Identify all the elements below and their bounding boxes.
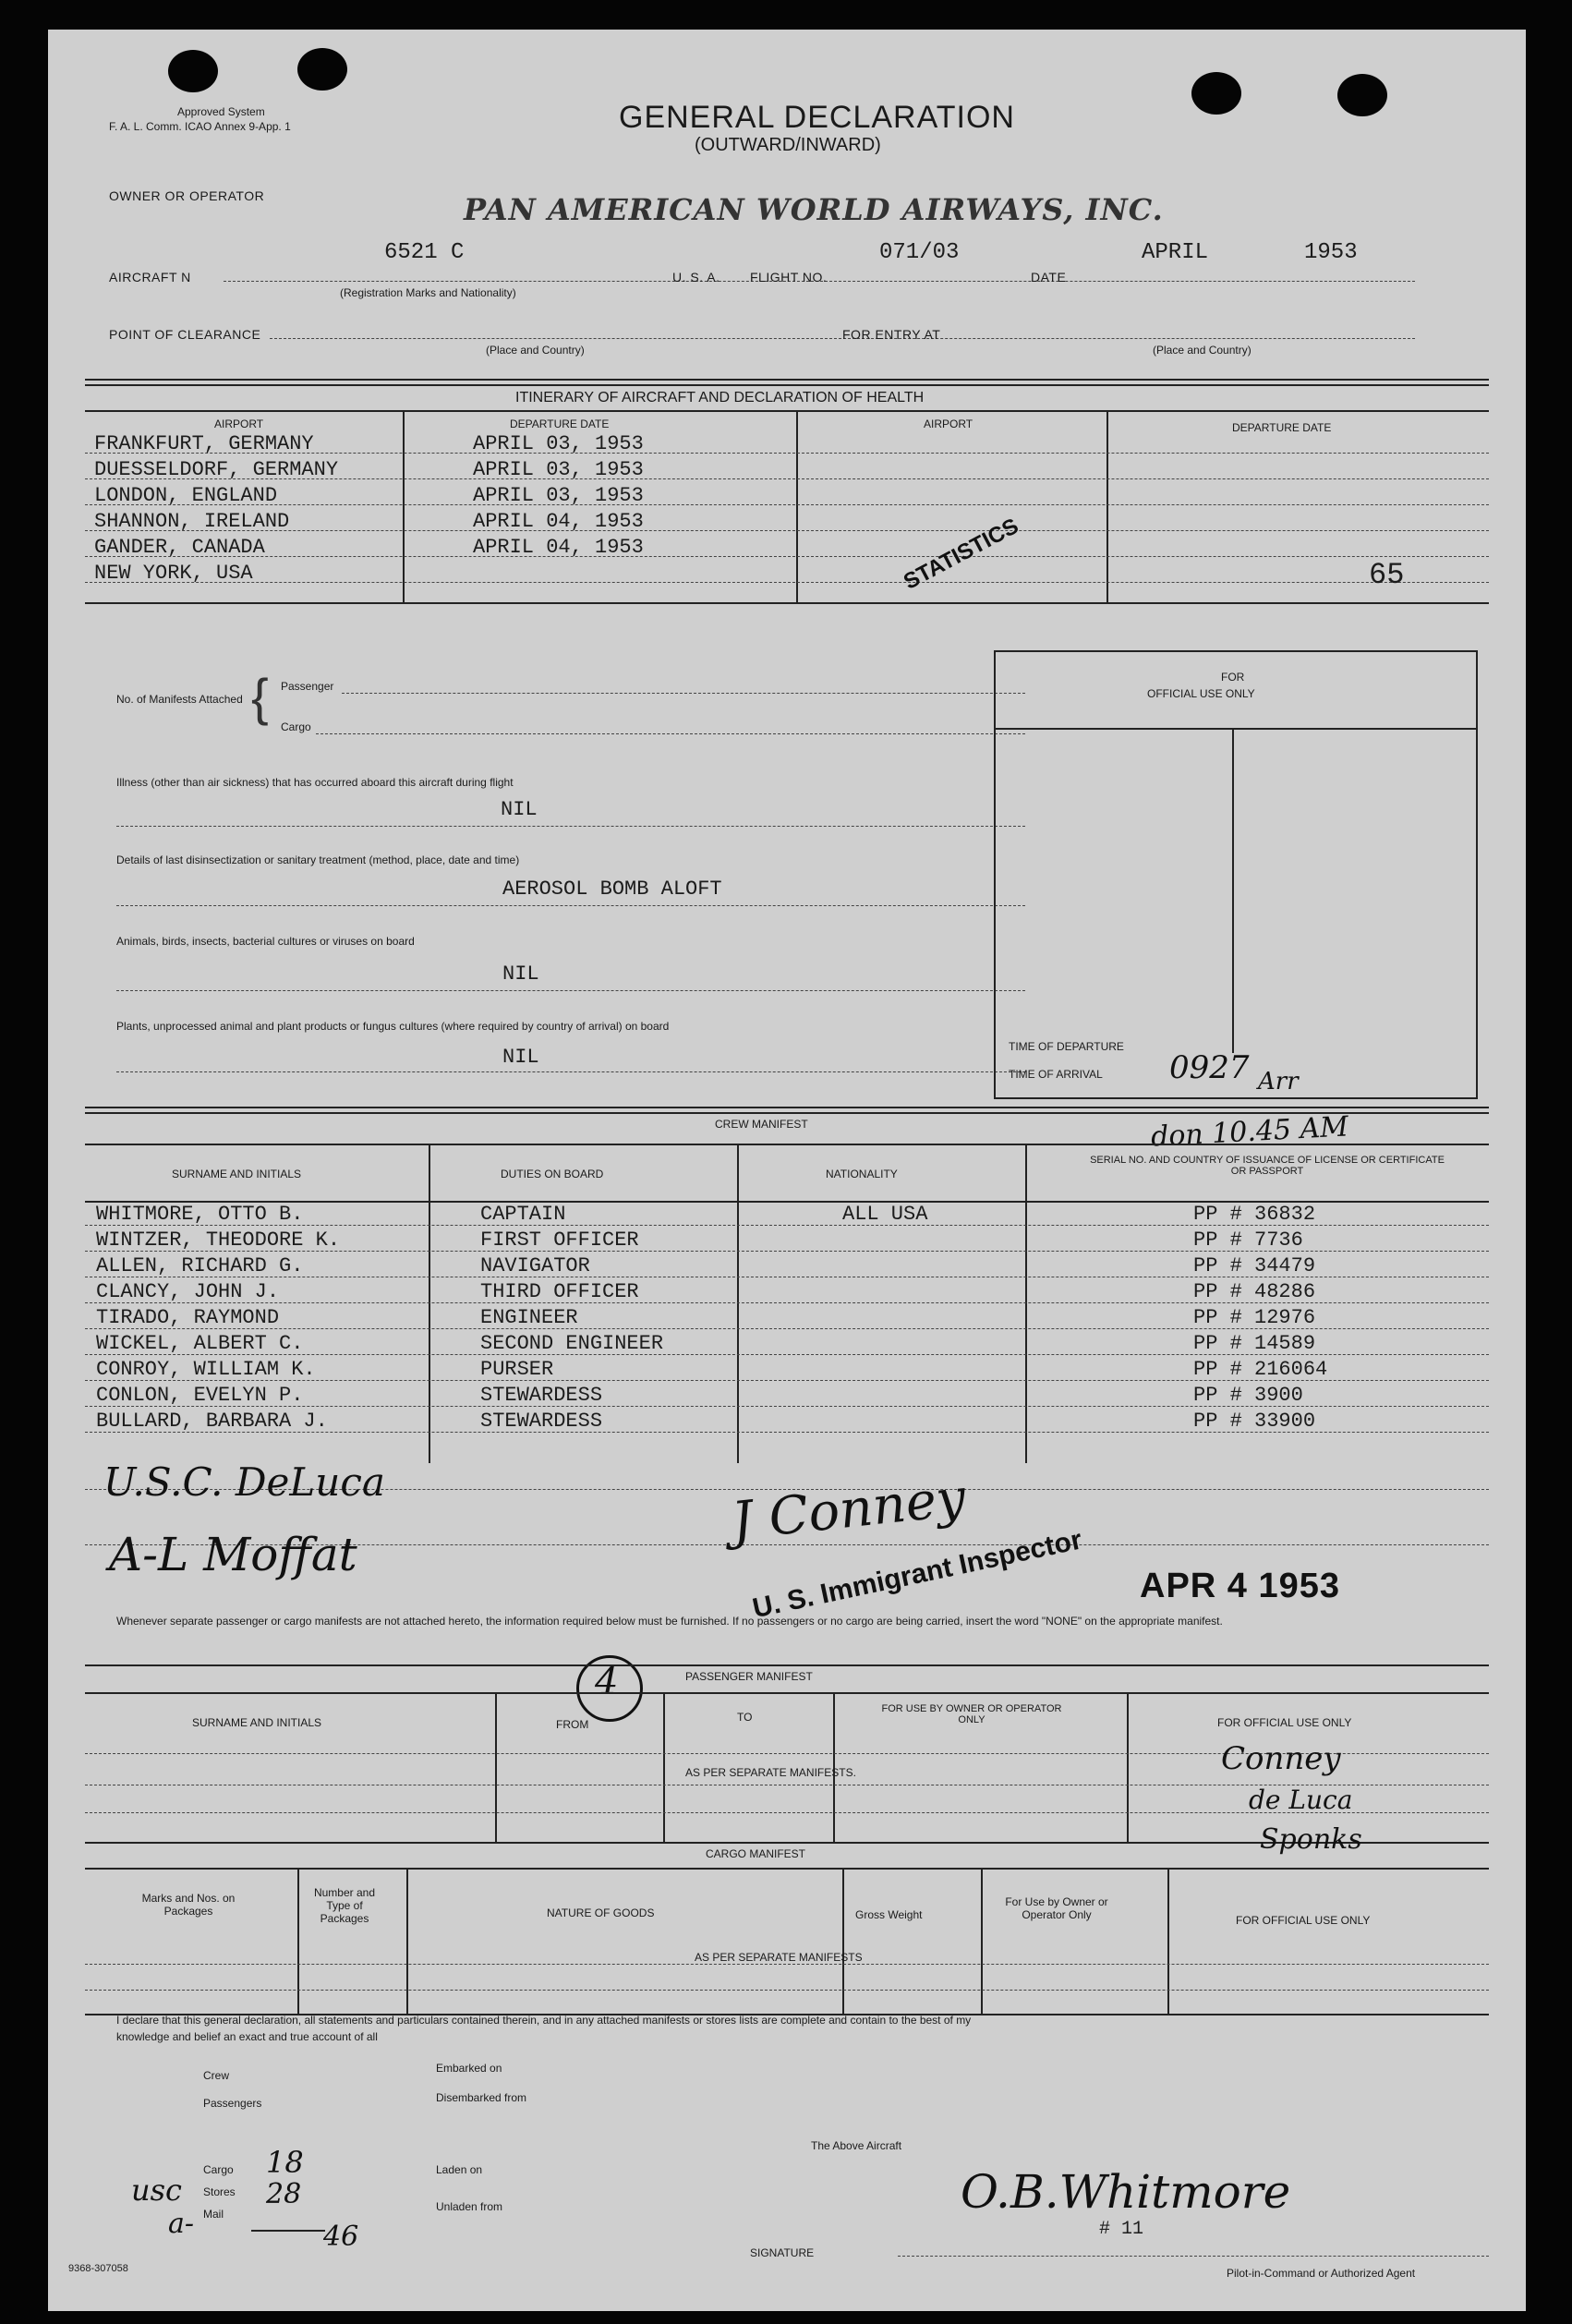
itinerary-airport: GANDER, CANADA (94, 536, 265, 559)
circled-number-value: 4 (595, 1661, 619, 1703)
passenger-title: PASSENGER MANIFEST (685, 1670, 813, 1683)
crew-duty: ENGINEER (480, 1306, 578, 1329)
crew-name: CONROY, WILLIAM K. (96, 1358, 316, 1381)
itinerary-date: APRIL 03, 1953 (473, 484, 644, 507)
animals-label: Animals, birds, insects, bacterial cultures or viruses on board (116, 935, 415, 948)
usa-label: U. S. A. (672, 270, 720, 284)
arrival-time-handwritten: 0927 (1169, 1049, 1250, 1086)
crew-duty: FIRST OFFICER (480, 1229, 639, 1252)
crew-name: CLANCY, JOHN J. (96, 1280, 280, 1303)
cargo-manifest-label: Cargo (281, 720, 311, 733)
passenger-header-official: FOR OFFICIAL USE ONLY (1217, 1716, 1352, 1729)
declaration-text-2: knowledge and belief an exact and true account of all (116, 2030, 378, 2043)
handwritten-usc-total: usc (131, 2173, 182, 2208)
handwritten-a: a- (168, 2208, 195, 2240)
unladen-label: Unladen from (436, 2200, 503, 2213)
passenger-separate: AS PER SEPARATE MANIFESTS. (685, 1766, 856, 1779)
crew-name: WICKEL, ALBERT C. (96, 1332, 304, 1355)
crew-duty: SECOND ENGINEER (480, 1332, 664, 1355)
flight-label: FLIGHT NO. (750, 270, 828, 284)
signature-number: # 11 (1099, 2219, 1144, 2240)
itinerary-airport: DUESSELDORF, GERMANY (94, 458, 339, 481)
crew-nationality: ALL USA (842, 1203, 928, 1226)
arrival-time-label: TIME OF ARRIVAL (1009, 1068, 1103, 1081)
handwritten-46: 46 (323, 2221, 359, 2253)
crew-header-nationality: NATIONALITY (826, 1168, 898, 1180)
plants-value: NIL (502, 1046, 539, 1069)
crew-passport: PP # 36832 (1193, 1203, 1316, 1226)
crew-header-name: SURNAME AND INITIALS (172, 1168, 302, 1180)
separate-manifest-note: Whenever separate passenger or cargo manifests are not attached hereto, the information required below must be furnished. If no passengers or no cargo are being carried, insert the word "NONE" on the appropriate manifest. (116, 1615, 1223, 1628)
itinerary-date: APRIL 03, 1953 (473, 432, 644, 455)
handwritten-deluca: de Luca (1249, 1785, 1353, 1815)
departure-time-label: TIME OF DEPARTURE (1009, 1040, 1124, 1053)
stores-count-label: Stores (203, 2185, 236, 2198)
form-title: GENERAL DECLARATION (619, 100, 1015, 135)
itinerary-airport: FRANKFURT, GERMANY (94, 432, 314, 455)
official-title-2: OFFICIAL USE ONLY (1147, 687, 1255, 700)
crew-header-duties: DUTIES ON BOARD (501, 1168, 604, 1180)
manifests-label: No. of Manifests Attached (116, 693, 243, 706)
crew-name: ALLEN, RICHARD G. (96, 1254, 304, 1277)
embarked-label: Embarked on (436, 2062, 502, 2075)
form-subtitle: (OUTWARD/INWARD) (695, 135, 881, 155)
itinerary-number: 65 (1369, 558, 1405, 592)
passenger-header-name: SURNAME AND INITIALS (192, 1716, 322, 1729)
handwritten-agent: A-L Moffat (109, 1528, 357, 1581)
animals-value: NIL (502, 962, 539, 986)
passenger-manifest-label: Passenger (281, 680, 334, 693)
cargo-count-label: Cargo (203, 2163, 234, 2176)
date-label: DATE (1031, 270, 1067, 284)
illness-value: NIL (501, 798, 538, 821)
approved-system: Approved System (177, 105, 265, 118)
crew-header-license: SERIAL NO. AND COUNTRY OF ISSUANCE OF LICENSE OR CERTIFICATE OR PASSPORT (1090, 1155, 1445, 1177)
immigrant-inspector-stamp: U. S. Immigrant Inspector (750, 1524, 1085, 1625)
operator-name: PAN AMERICAN WORLD AIRWAYS, INC. (464, 192, 1164, 227)
place-note-1: (Place and Country) (486, 344, 585, 357)
statistics-stamp: STATISTICS (900, 513, 1023, 595)
itinerary-date: APRIL 03, 1953 (473, 458, 644, 481)
cargo-header-operator: For Use by Owner or Operator Only (1005, 1895, 1108, 1921)
form-number: 9368-307058 (68, 2263, 128, 2274)
disinsect-value: AEROSOL BOMB ALOFT (502, 878, 722, 901)
signature-label: SIGNATURE (750, 2246, 815, 2259)
crew-duty: NAVIGATOR (480, 1254, 590, 1277)
place-note-2: (Place and Country) (1153, 344, 1252, 357)
itinerary-header-date-1: DEPARTURE DATE (510, 418, 610, 430)
crew-passport: PP # 216064 (1193, 1358, 1328, 1381)
handwritten-sponks: Sponks (1260, 1823, 1362, 1856)
crew-passport: PP # 3900 (1193, 1384, 1303, 1407)
flight-number: 071/03 (879, 240, 960, 265)
declaration-form (48, 30, 1526, 2311)
brace-icon: { (251, 668, 269, 726)
crew-name: TIRADO, RAYMOND (96, 1306, 280, 1329)
cargo-title: CARGO MANIFEST (706, 1847, 806, 1860)
cargo-header-number: Number and Type of Packages (313, 1886, 376, 1925)
passengers-count-label: Passengers (203, 2097, 262, 2110)
arrival-handnote: don 10.45 AM (1150, 1110, 1349, 1154)
fal-reference: F. A. L. Comm. ICAO Annex 9-App. 1 (109, 120, 291, 133)
crew-count-label: Crew (203, 2069, 230, 2082)
punch-hole (1191, 72, 1241, 115)
cargo-header-goods: NATURE OF GOODS (547, 1906, 655, 1919)
official-title-1: FOR (1221, 671, 1245, 684)
date-month: APRIL (1142, 240, 1209, 265)
crew-passport: PP # 34479 (1193, 1254, 1316, 1277)
mail-count-label: Mail (203, 2208, 224, 2221)
cargo-header-marks: Marks and Nos. on Packages (141, 1892, 236, 1918)
punch-hole (168, 50, 218, 92)
crew-duty: CAPTAIN (480, 1203, 566, 1226)
crew-duty: STEWARDESS (480, 1410, 603, 1433)
itinerary-header-airport-2: AIRPORT (924, 418, 973, 430)
date-year: 1953 (1304, 240, 1358, 265)
laden-label: Laden on (436, 2163, 483, 2176)
handwritten-conney: J Conney (729, 1467, 969, 1553)
crew-passport: PP # 33900 (1193, 1410, 1316, 1433)
plants-label: Plants, unprocessed animal and plant products or fungus cultures (where required by country of arrival) on board (116, 1020, 670, 1033)
handwritten-usc: U.S.C. DeLuca (103, 1459, 385, 1505)
cargo-header-official: FOR OFFICIAL USE ONLY (1236, 1914, 1371, 1927)
itinerary-title: ITINERARY OF AIRCRAFT AND DECLARATION OF HEALTH (515, 390, 925, 405)
crew-passport: PP # 14589 (1193, 1332, 1316, 1355)
itinerary-airport: LONDON, ENGLAND (94, 484, 278, 507)
itinerary-date: APRIL 04, 1953 (473, 510, 644, 533)
crew-passport: PP # 48286 (1193, 1280, 1316, 1303)
crew-passport: PP # 12976 (1193, 1306, 1316, 1329)
pilot-label: Pilot-in-Command or Authorized Agent (1227, 2267, 1416, 2280)
crew-passport: PP # 7736 (1193, 1229, 1303, 1252)
owner-label: OWNER OR OPERATOR (109, 188, 265, 203)
captain-signature: O.B.Whitmore (961, 2165, 1291, 2219)
arrival-ampm-handwritten: Arr (1258, 1068, 1299, 1095)
declaration-text: I declare that this general declaration, all statements and particulars contained therein, and in any attached manifests or stores lists are complete and contain to the best of my (116, 2014, 972, 2027)
registration-note: (Registration Marks and Nationality) (340, 286, 516, 299)
cargo-separate: AS PER SEPARATE MANIFESTS (695, 1951, 863, 1964)
itinerary-date: APRIL 04, 1953 (473, 536, 644, 559)
aircraft-label: AIRCRAFT N (109, 270, 191, 284)
disembarked-label: Disembarked from (436, 2091, 527, 2104)
itinerary-airport: NEW YORK, USA (94, 562, 253, 585)
crew-name: BULLARD, BARBARA J. (96, 1410, 328, 1433)
official-use-box (994, 650, 1478, 1099)
illness-label: Illness (other than air sickness) that has occurred aboard this aircraft during flight (116, 776, 514, 789)
punch-hole (297, 48, 347, 91)
disinsect-label: Details of last disinsectization or sanitary treatment (method, place, date and time) (116, 853, 520, 866)
handwritten-conney-2: Conney (1221, 1740, 1341, 1777)
handwritten-18: 18 (266, 2145, 304, 2180)
crew-duty: PURSER (480, 1358, 554, 1381)
cargo-header-weight: Gross Weight (855, 1908, 923, 1921)
itinerary-header-airport-1: AIRPORT (214, 418, 264, 430)
itinerary-header-date-2: DEPARTURE DATE (1232, 421, 1332, 434)
crew-name: WHITMORE, OTTO B. (96, 1203, 304, 1226)
passenger-header-from: FROM (556, 1718, 589, 1731)
above-aircraft-label: The Above Aircraft (811, 2139, 902, 2152)
date-stamp: APR 4 1953 (1140, 1567, 1341, 1605)
crew-title: CREW MANIFEST (715, 1118, 808, 1131)
clearance-label: POINT OF CLEARANCE (109, 327, 261, 342)
itinerary-airport: SHANNON, IRELAND (94, 510, 290, 533)
passenger-header-operator: FOR USE BY OWNER OR OPERATOR ONLY (881, 1703, 1062, 1725)
crew-duty: STEWARDESS (480, 1384, 603, 1407)
crew-duty: THIRD OFFICER (480, 1280, 639, 1303)
aircraft-number: 6521 C (384, 240, 465, 265)
crew-name: WINTZER, THEODORE K. (96, 1229, 341, 1252)
passenger-header-to: TO (737, 1711, 753, 1724)
entry-label: FOR ENTRY AT (842, 327, 941, 342)
punch-hole (1337, 74, 1387, 116)
handwritten-28: 28 (266, 2178, 302, 2210)
crew-name: CONLON, EVELYN P. (96, 1384, 304, 1407)
